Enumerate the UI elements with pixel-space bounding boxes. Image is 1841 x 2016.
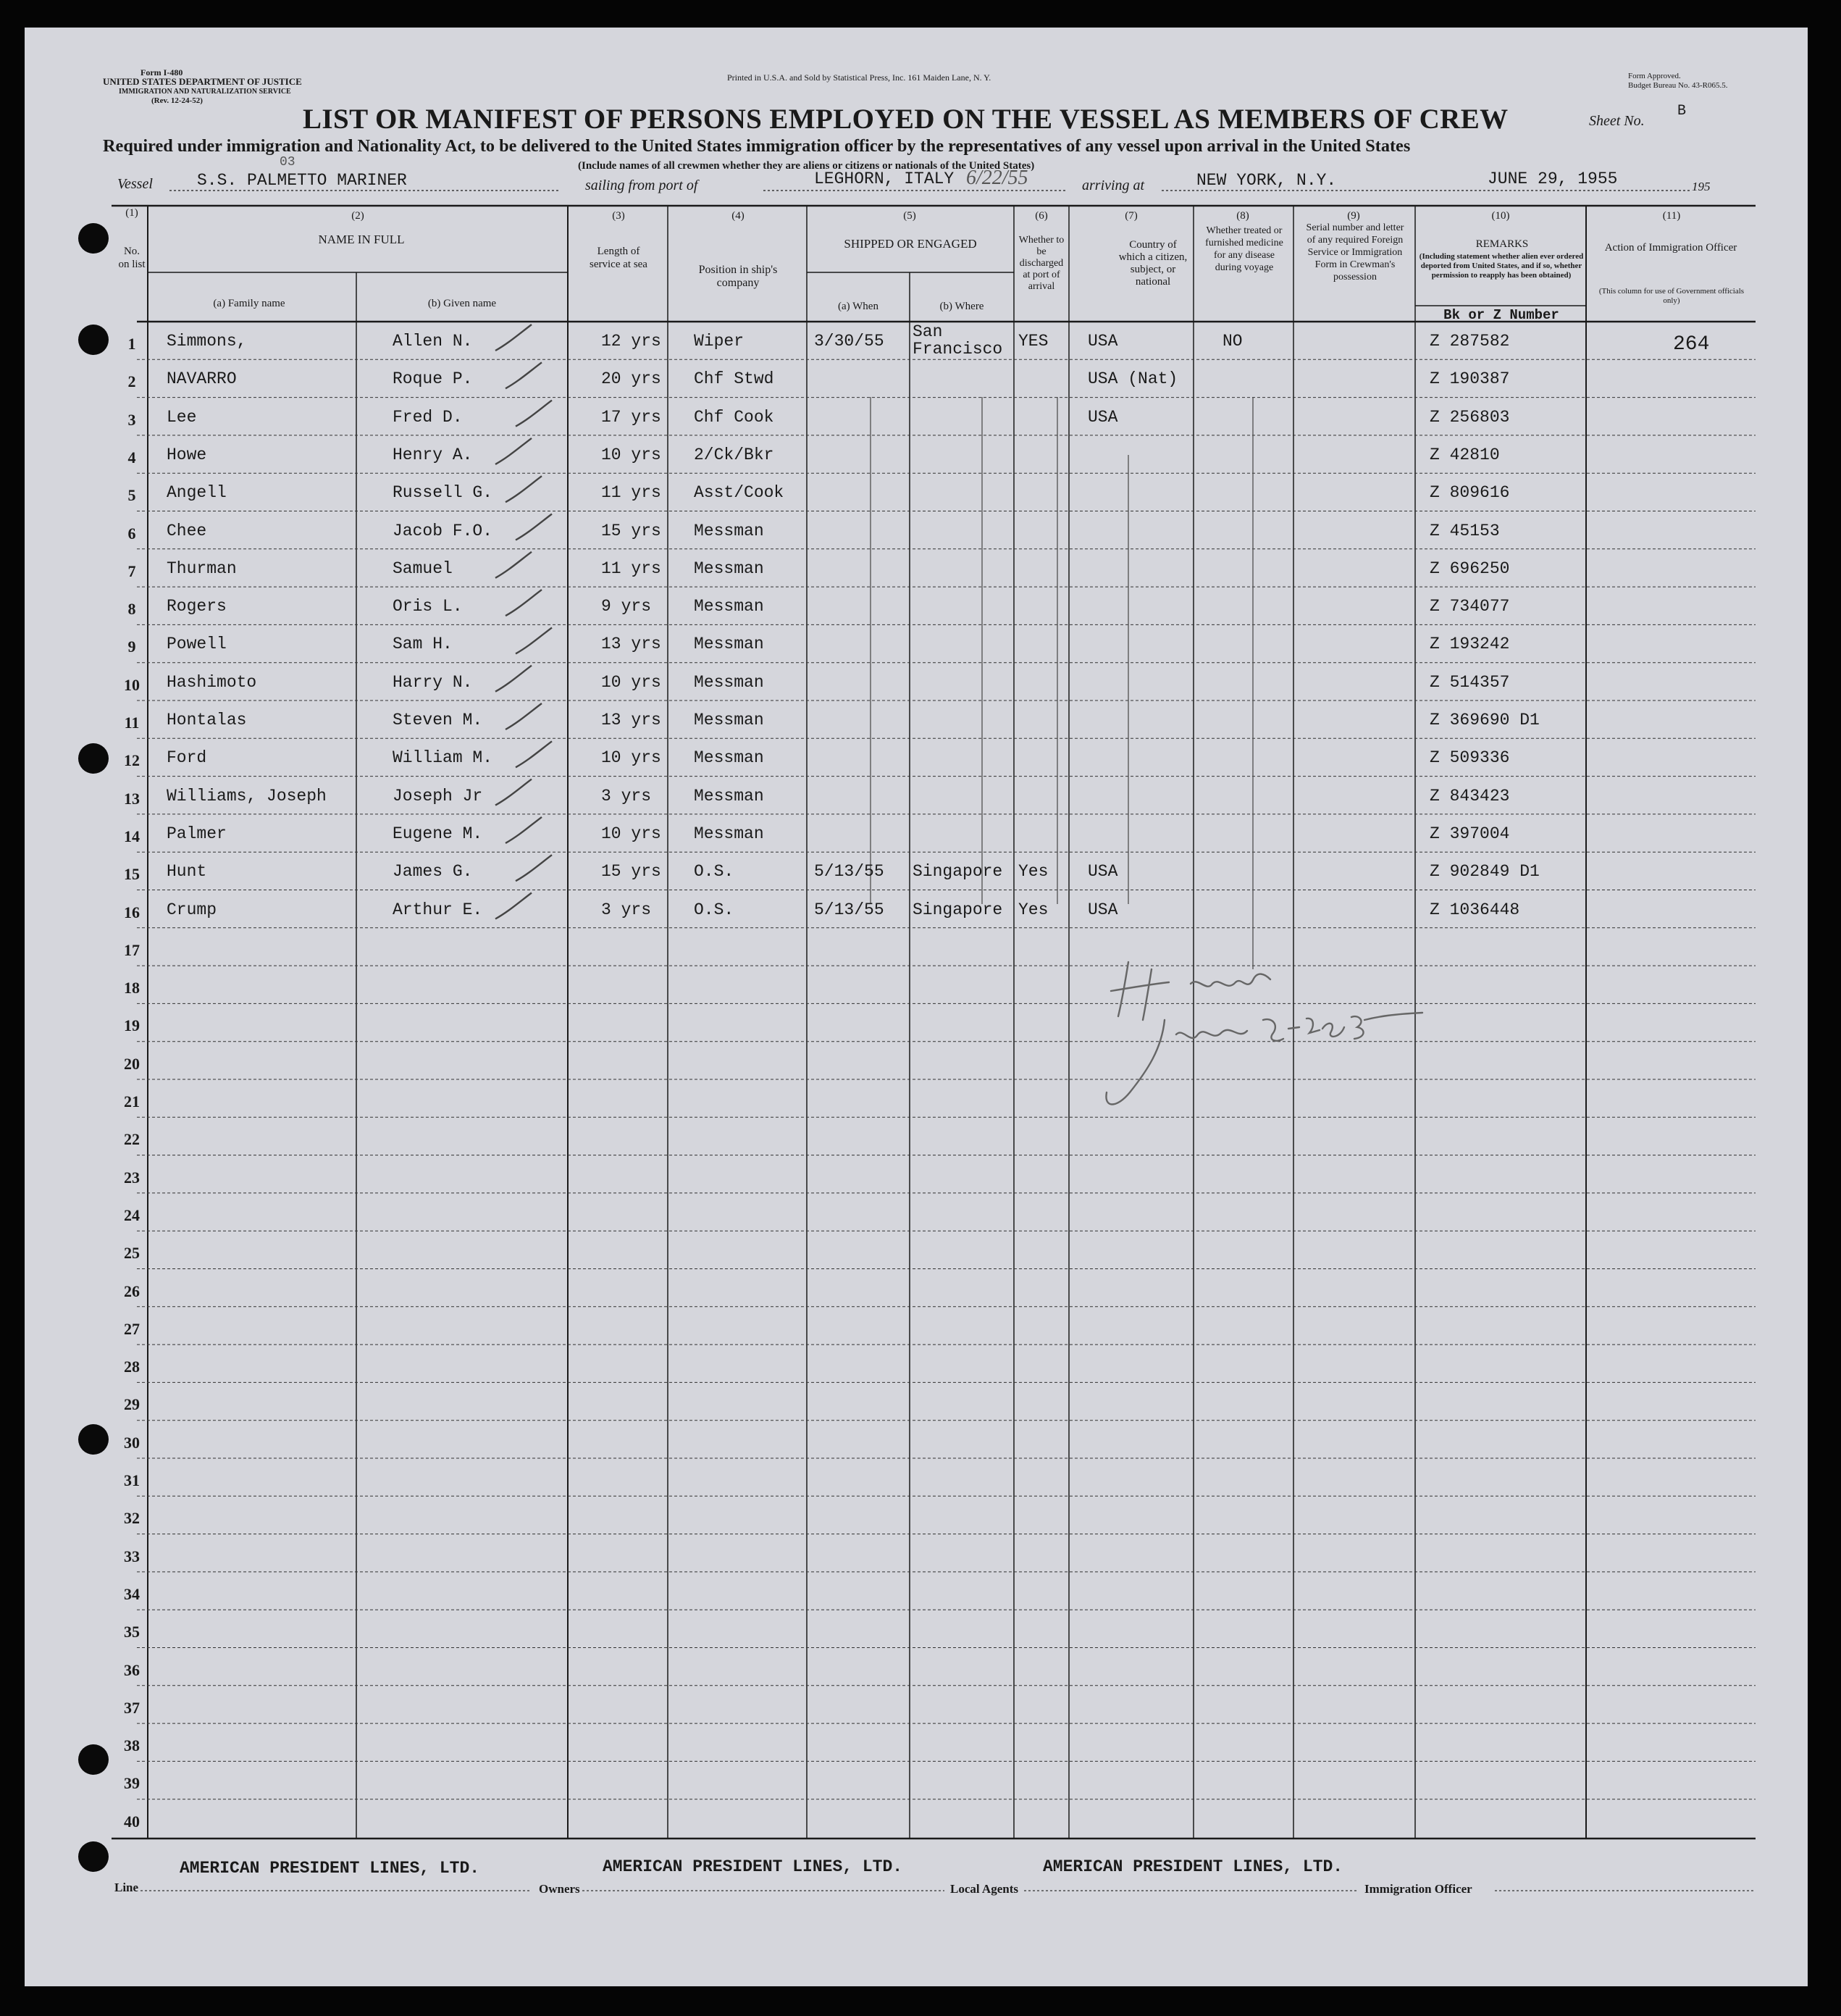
given-name-cell: Roque P.: [393, 369, 473, 389]
position-cell: Messman: [694, 672, 764, 692]
page-title: LIST OR MANIFEST OF PERSONS EMPLOYED ON THE VESSEL AS MEMBERS OF CREW: [303, 104, 1509, 135]
form-number: Form I-480: [141, 67, 183, 78]
given-name-cell: Russell G.: [393, 483, 493, 503]
remarks-cell: Z 734077: [1430, 597, 1510, 616]
country-cell: USA (Nat): [1088, 369, 1178, 389]
service-length-cell: 10 yrs: [601, 445, 661, 464]
country-cell: USA: [1088, 332, 1118, 351]
row-number: 37: [124, 1698, 140, 1717]
service-length-cell: 10 yrs: [601, 672, 661, 692]
position-cell: Messman: [694, 597, 764, 616]
remarks-cell: Z 190387: [1430, 369, 1510, 389]
position-cell: Chf Stwd: [694, 369, 774, 389]
col6-number: (6): [1035, 210, 1048, 222]
given-name-cell: Samuel: [393, 559, 453, 578]
country-cell: USA: [1088, 862, 1118, 882]
row-number: 16: [124, 903, 140, 921]
col9-header: Serial number and letter of any required Foreign Service or Immigration Form in Crewman's possession: [1306, 222, 1404, 283]
row-number: 4: [127, 448, 136, 467]
col7-header: Country of which a citizen, subject, or national: [1118, 239, 1188, 288]
row-number: 24: [124, 1205, 140, 1224]
row-number: 12: [124, 751, 140, 770]
col2a-header: (a) Family name: [213, 298, 285, 309]
arriving-port: NEW YORK, N.Y.: [1196, 171, 1337, 190]
row-number: 21: [124, 1092, 140, 1111]
family-name-cell: Angell: [167, 483, 227, 503]
service-length-cell: 10 yrs: [601, 748, 661, 768]
row-number: 8: [127, 600, 136, 619]
remarks-cell: Z 696250: [1430, 559, 1510, 578]
row-number: 38: [124, 1736, 140, 1755]
given-name-cell: Arthur E.: [393, 900, 483, 919]
sailing-annot: 6/22/55: [966, 167, 1028, 189]
remarks-cell: Z 1036448: [1430, 900, 1520, 919]
family-name-cell: Palmer: [167, 824, 227, 843]
line-label: Line: [114, 1881, 139, 1894]
shipped-when-cell: 3/30/55: [814, 332, 884, 351]
col2b-header: (b) Given name: [427, 298, 497, 309]
family-name-cell: Hontalas: [167, 711, 247, 729]
remarks-cell: Z 843423: [1430, 786, 1510, 806]
col1-header: No. on list: [118, 246, 146, 270]
remarks-cell: Z 256803: [1430, 407, 1510, 427]
col3-header: Length of service at sea: [590, 246, 647, 270]
given-name-cell: James G.: [393, 862, 473, 882]
row-number: 1: [127, 335, 136, 353]
printer-note: Printed in U.S.A. and Sold by Statistical Press, Inc. 161 Maiden Lane, N. Y.: [727, 72, 991, 83]
country-cell: USA: [1088, 407, 1118, 427]
discharged-cell: Yes: [1018, 862, 1049, 882]
col7-number: (7): [1125, 210, 1138, 222]
vessel-label: Vessel: [117, 176, 153, 192]
owners-value: AMERICAN PRESIDENT LINES, LTD.: [603, 1857, 903, 1876]
service-length-cell: 9 yrs: [601, 597, 652, 616]
sailing-port: LEGHORN, ITALY: [814, 170, 955, 188]
row-number: 17: [124, 940, 140, 959]
shipped-where-cell: Singapore: [913, 862, 1003, 882]
family-name-cell: Crump: [167, 900, 217, 919]
row-number: 2: [127, 372, 136, 391]
given-name-cell: Allen N.: [393, 332, 473, 351]
agents-value: AMERICAN PRESIDENT LINES, LTD.: [1043, 1857, 1343, 1876]
family-name-cell: Lee: [167, 407, 197, 427]
position-cell: 2/Ck/Bkr: [694, 445, 774, 464]
family-name-cell: Ford: [167, 748, 207, 768]
sailing-label: sailing from port of: [585, 177, 698, 193]
country-cell: USA: [1088, 900, 1118, 919]
row-number: 28: [124, 1358, 140, 1376]
row-number: 5: [127, 486, 136, 505]
remarks-cell: Z 369690 D1: [1430, 711, 1540, 729]
position-cell: Messman: [694, 635, 764, 654]
remarks-cell: Z 45153: [1430, 521, 1500, 540]
row-number: 27: [124, 1319, 140, 1338]
remarks-cell: Z 809616: [1430, 483, 1510, 503]
col4-number: (4): [731, 210, 745, 222]
discharged-cell: Yes: [1018, 900, 1049, 919]
given-name-cell: Harry N.: [393, 672, 473, 692]
vessel-name: S.S. PALMETTO MARINER: [197, 171, 407, 190]
given-name-cell: Henry A.: [393, 445, 473, 464]
given-name-cell: Sam H.: [393, 635, 453, 654]
remarks-cell: Z 397004: [1430, 824, 1510, 843]
row-number: 20: [124, 1054, 140, 1073]
sheet-label: Sheet No.: [1589, 113, 1645, 129]
service-length-cell: 11 yrs: [601, 559, 661, 578]
given-name-cell: Joseph Jr: [393, 786, 483, 806]
family-name-cell: Powell: [167, 635, 227, 654]
row-number: 40: [124, 1812, 140, 1831]
service-length-cell: 3 yrs: [601, 900, 652, 919]
row-number: 33: [124, 1547, 140, 1565]
arriving-label: arriving at: [1082, 177, 1145, 193]
col5-number: (5): [903, 210, 916, 222]
family-name-cell: Chee: [167, 521, 207, 540]
service-length-cell: 15 yrs: [601, 862, 661, 882]
given-name-cell: William M.: [393, 748, 493, 768]
sheet-value: B: [1677, 103, 1687, 120]
col9-number: (9): [1347, 210, 1360, 222]
discharged-cell: YES: [1018, 332, 1049, 351]
service-length-cell: 13 yrs: [601, 635, 661, 654]
given-name-cell: Eugene M.: [393, 824, 483, 843]
row-number: 31: [124, 1471, 140, 1489]
col5b-header: (b) Where: [939, 301, 984, 312]
col10-number: (10): [1491, 210, 1510, 222]
row-number: 11: [124, 714, 140, 732]
vessel-annot: 03: [280, 155, 295, 170]
family-name-cell: Hashimoto: [167, 672, 257, 692]
footer-lines: [25, 28, 1808, 1986]
row-number: 35: [124, 1623, 140, 1641]
owners-label: Owners: [539, 1882, 580, 1896]
col8-number: (8): [1236, 210, 1249, 222]
col10-header: REMARKS: [1475, 238, 1529, 250]
col11-number: (11): [1662, 210, 1681, 222]
action-cell: 264: [1673, 333, 1710, 356]
medicine-cell: NO: [1223, 332, 1243, 351]
service-length-cell: 15 yrs: [601, 521, 661, 540]
row-number: 29: [124, 1395, 140, 1414]
row-number: 7: [127, 561, 136, 580]
position-cell: Wiper: [694, 332, 745, 351]
remarks-cell: Z 902849 D1: [1430, 862, 1540, 882]
row-number: 22: [124, 1130, 140, 1149]
given-name-cell: Jacob F.O.: [393, 521, 493, 540]
service-length-cell: 12 yrs: [601, 332, 661, 351]
row-number: 32: [124, 1509, 140, 1528]
family-name-cell: Thurman: [167, 559, 237, 578]
service-length-cell: 10 yrs: [601, 824, 661, 843]
remarks-cell: Z 193242: [1430, 635, 1510, 654]
shipped-where-cell: Singapore: [913, 900, 1003, 919]
col1-number: (1): [125, 207, 138, 219]
position-cell: O.S.: [694, 900, 734, 919]
given-name-cell: Fred D.: [393, 407, 463, 427]
family-name-cell: Rogers: [167, 597, 227, 616]
position-cell: Messman: [694, 521, 764, 540]
position-cell: Messman: [694, 824, 764, 843]
given-name-cell: Oris L.: [393, 597, 463, 616]
row-number: 18: [124, 979, 140, 997]
row-number: 23: [124, 1168, 140, 1187]
row-number: 25: [124, 1244, 140, 1263]
family-name-cell: NAVARRO: [167, 369, 237, 389]
budget-number: Budget Bureau No. 43-R065.5.: [1628, 81, 1728, 90]
shipped-when-cell: 5/13/55: [814, 900, 884, 919]
shipped-where-cell: San Francisco: [913, 322, 1003, 359]
col4-header: Position in ship's company: [698, 264, 778, 289]
position-cell: Messman: [694, 559, 764, 578]
position-cell: Messman: [694, 711, 764, 729]
col10-subheader: Bk or Z Number: [1443, 307, 1559, 323]
position-cell: Asst/Cook: [694, 483, 784, 503]
manifest-sheet: [25, 28, 1808, 1986]
shipped-when-cell: 5/13/55: [814, 862, 884, 882]
remarks-cell: Z 42810: [1430, 445, 1500, 464]
position-cell: Chf Cook: [694, 407, 774, 427]
col2-number: (2): [351, 210, 364, 222]
form-subtitle: Required under immigration and Nationality Act, to be delivered to the United States immigration officer by the representatives of any vessel upon arrival in the United States: [103, 136, 1411, 156]
service-length-cell: 20 yrs: [601, 369, 661, 389]
row-number: 19: [124, 1016, 140, 1035]
service-length-cell: 13 yrs: [601, 711, 661, 729]
row-number: 36: [124, 1660, 140, 1679]
col8-header: Whether treated or furnished medicine for any disease during voyage: [1205, 225, 1283, 273]
col5-header: SHIPPED OR ENGAGED: [844, 237, 977, 251]
form-approved: Form Approved.: [1628, 72, 1681, 80]
row-number: 30: [124, 1433, 140, 1452]
service-length-cell: 11 yrs: [601, 483, 661, 503]
department-label: UNITED STATES DEPARTMENT OF JUSTICE: [103, 76, 302, 87]
row-number: 13: [124, 789, 140, 808]
row-number: 10: [124, 675, 140, 694]
remarks-cell: Z 287582: [1430, 332, 1510, 351]
row-number: 6: [127, 524, 136, 543]
row-number: 14: [124, 827, 140, 845]
col5a-header: (a) When: [838, 301, 878, 312]
given-name-cell: Steven M.: [393, 711, 483, 729]
row-number: 26: [124, 1281, 140, 1300]
position-cell: O.S.: [694, 862, 734, 882]
service-length-cell: 17 yrs: [601, 407, 661, 427]
service-label: IMMIGRATION AND NATURALIZATION SERVICE: [119, 88, 291, 96]
position-cell: Messman: [694, 748, 764, 768]
remarks-cell: Z 509336: [1430, 748, 1510, 768]
family-name-cell: Simmons,: [167, 332, 247, 351]
col6-header: Whether to be discharged at port of arrival: [1018, 235, 1065, 292]
line-value: AMERICAN PRESIDENT LINES, LTD.: [180, 1859, 480, 1878]
row-number: 15: [124, 865, 140, 884]
col3-number: (3): [612, 210, 625, 222]
row-number: 39: [124, 1774, 140, 1793]
arrival-date: JUNE 29, 1955: [1488, 170, 1618, 188]
position-cell: Messman: [694, 786, 764, 806]
form-note: (Include names of all crewmen whether they are aliens or citizens or nationals of the United States): [578, 160, 1035, 172]
service-length-cell: 3 yrs: [601, 786, 652, 806]
col11-note: (This column for use of Government officials only): [1598, 287, 1745, 305]
row-number: 34: [124, 1584, 140, 1603]
year-label: 195: [1692, 180, 1711, 193]
col11-header: Action of Immigration Officer: [1604, 242, 1737, 254]
remarks-cell: Z 514357: [1430, 672, 1510, 692]
revision-label: (Rev. 12-24-52): [151, 96, 203, 105]
agents-label: Local Agents: [950, 1882, 1018, 1896]
col2-header: NAME IN FULL: [318, 233, 405, 246]
family-name-cell: Howe: [167, 445, 207, 464]
col10-note: (Including statement whether alien ever ordered deported from United States, and if so, whether permission to reapply has been obtained): [1419, 252, 1584, 280]
row-number: 3: [127, 410, 136, 429]
row-number: 9: [127, 637, 136, 656]
family-name-cell: Hunt: [167, 862, 207, 882]
officer-label: Immigration Officer: [1364, 1882, 1472, 1896]
family-name-cell: Williams, Joseph: [167, 786, 327, 806]
